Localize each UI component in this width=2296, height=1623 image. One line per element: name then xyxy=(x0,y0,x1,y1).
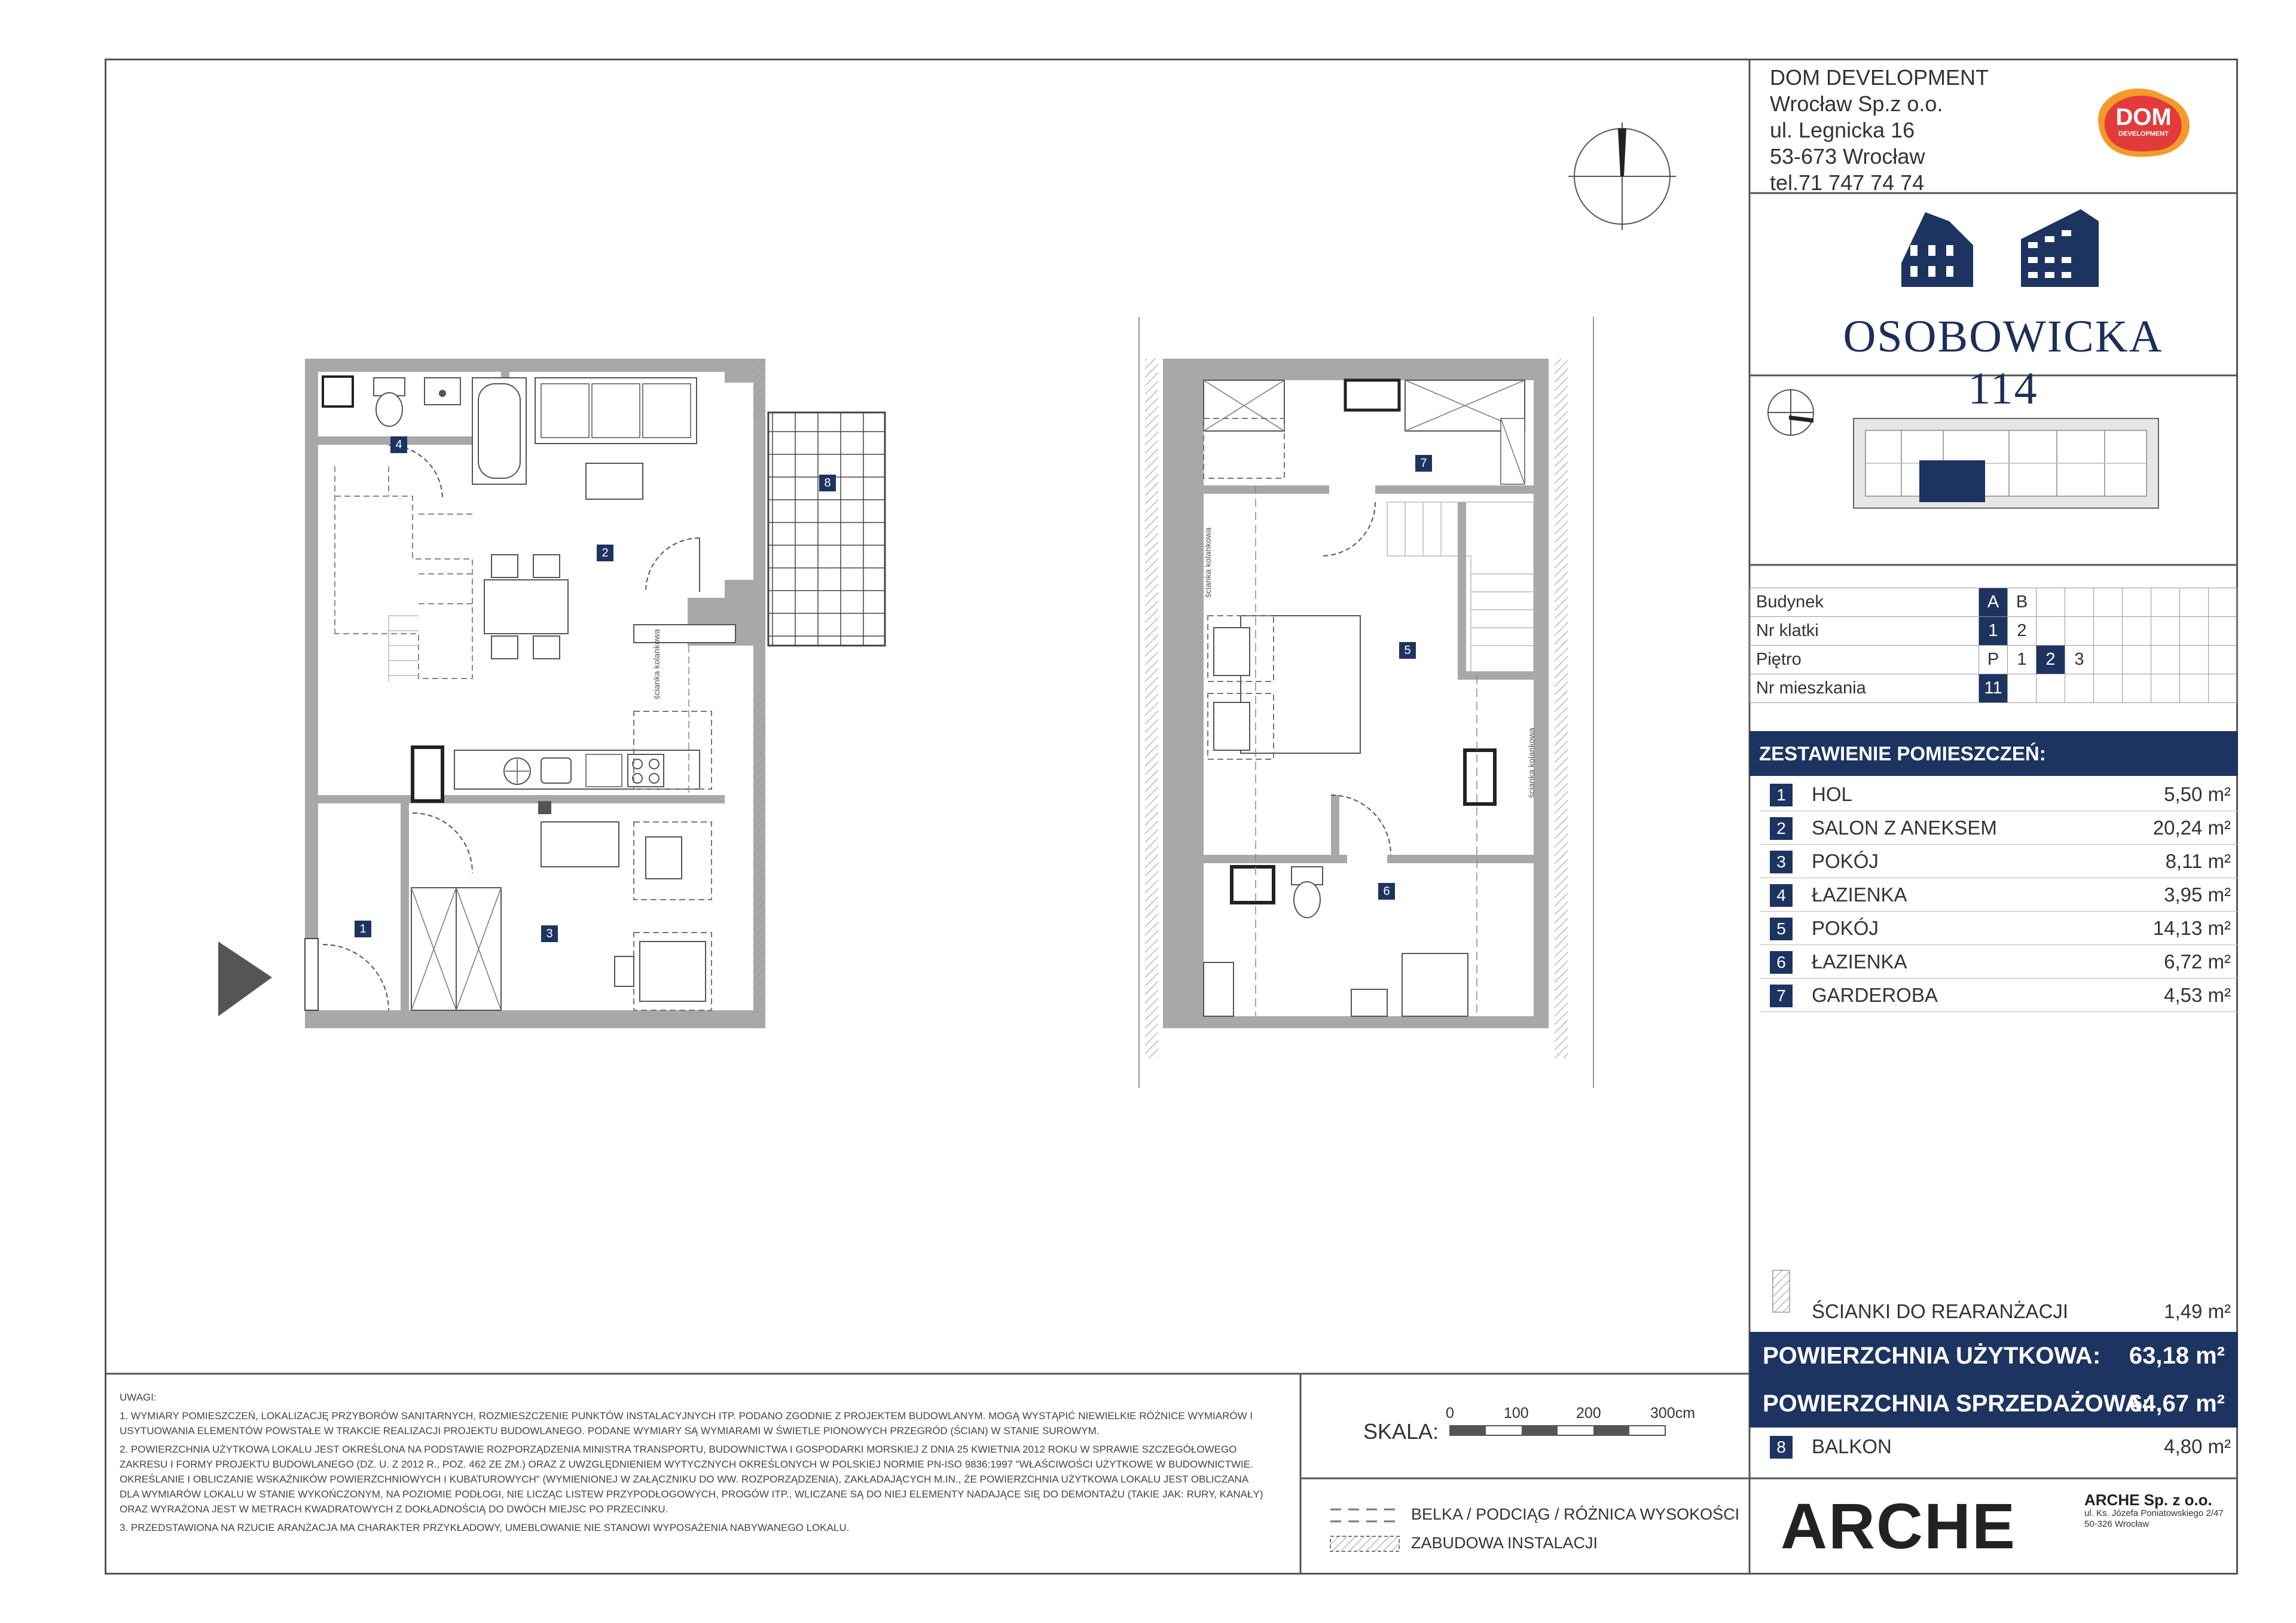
room-tag-6: 6 xyxy=(1378,883,1395,900)
scale-tick: 200 xyxy=(1576,1405,1601,1422)
legend-installation: ZABUDOWA INSTALACJI xyxy=(1411,1534,1598,1552)
dashed-line-icon xyxy=(1330,1509,1399,1521)
room-tag-3: 3 xyxy=(541,925,558,942)
architect-name: ARCHE Sp. z o.o. xyxy=(2084,1491,2212,1509)
room-tag-4: 4 xyxy=(390,436,407,453)
knee-wall-label: ścianka kolankowa xyxy=(1526,728,1536,798)
hatched-box-icon xyxy=(1330,1536,1399,1551)
room-row: 3 POKÓJ 8,11 m² xyxy=(1750,845,2238,878)
grid-row-staircase: Nr klatki 1 2 xyxy=(1750,617,2237,646)
dom-development-logo: DOM DEVELOPMENT xyxy=(2087,84,2200,161)
notes-section: UWAGI: 1. WYMIARY POMIESZCZEŃ, LOKALIZACJĘ PRZYBORÓW SANITARNYCH, ROZMIESZCZENIE PUNKTÓW INSTALACYJNYCH ITP. PODANO ZGODNIE Z PROJEKTEM BUDOWLANYM. MOGĄ WYSTĄPIĆ NIEWIELKIE RÓŻNICE WYMIARÓW I USYTUOWANIA ELEMENTÓW POWSTAŁE W TRAKCIE REALIZACJI PROJEKTU BUDOWLANEGO. PODANE WYMIARY SĄ WYMIARAMI W ŚWIETLE PIONOWYCH PRZEGRÓD (ŚCIAN) W STANIE SUROWYM. 2. POWIERZCHNIA UŻYTKOWA LOKALU JEST OKREŚLONA NA PODSTAWIE ROZPORZĄDZENIA MINISTRA TRANSPORTU, BUDOWNICTWA I GOSPODARKI MORSKIEJ Z DNIA 25 KWIETNIA 2012 ROKU W SPRAWIE SZCZEGÓŁOWEGO ZAKRESU I FORMY PROJEKTU BUDOWLANEGO (DZ. U. Z 2012 R., POZ. 462 ZE ZM.) ORAZ Z UWZGLĘDNIENIEM WYTYCZNYCH OKREŚLONYCH W POLSKIEJ NORMIE PN-ISO 9836:1997 "WŁAŚCIWOŚCI UŻYTKOWE W BUDOWNICTWIE. OKREŚLANIE I OBLICZANIE WSKAŹNIKÓW POWIERZCHNIOWYCH I KUBATUROWYCH" (WYMIENIONEJ W ZAŁĄCZNIKU DO WW. ROZPORZĄDZENIA), ZAKŁADAJĄCYCH M.IN., ŻE POWIERZCHNIA UŻYTKOWA LOKALU JEST OBLICZANA DLA WYMIARÓW LOKALU W STANIE WYKOŃCZONYM, NA POZIOMIE PODŁOGI, NIE LICZĄC LISTEW PRZYPODŁOGOWYCH, PROGÓW ITP., WLICZANE SĄ DO NIEJ ELEMENTY NADAJĄCE SIĘ DO DEMONTAŻU (TAKIE JAK: RURY, KANAŁY) ORAZ WYRAŻONA JEST W METRACH KWADRATOWYCH Z DOKŁADNOŚCIĄ DO DWÓCH MIEJSC PO PRZECINKU. 3. PRZEDSTAWIONA NA RZUCIE ARANŻACJA MA CHARAKTER PRZYKŁADOWY, UMEBLOWANIE NIE STANOWI WYPOSAŻENIA NABYWANEGO LOKALU. xyxy=(120,1392,1263,1533)
room-tag-1: 1 xyxy=(355,921,371,937)
architect-address: ul. Ks. Józefa Poniatowskiego 2/47 50-326 Wrocław xyxy=(2084,1508,2224,1529)
project-title: OSOBOWICKA 114 xyxy=(1843,311,2163,414)
scale-tick: 100 xyxy=(1504,1405,1529,1422)
arche-logo: ARCHE xyxy=(1781,1490,2017,1562)
room-tag-7: 7 xyxy=(1415,455,1432,472)
room-row: 6 ŁAZIENKA 6,72 m² xyxy=(1750,945,2238,979)
room-row: 2 SALON Z ANEKSEM 20,24 m² xyxy=(1750,811,2238,845)
sale-area-total: POWIERZCHNIA SPRZEDAŻOWA: 64,67 m² xyxy=(1750,1380,2238,1428)
scale-bar xyxy=(1450,1426,1665,1435)
knee-wall-label: ścianka kolankowa xyxy=(1203,527,1213,598)
room-tag-8: 8 xyxy=(819,475,836,491)
balcony-row: 8 BALKON 4,80 m² xyxy=(1750,1430,2238,1463)
room-tag-5: 5 xyxy=(1399,642,1416,659)
grid-row-building: Budynek A B xyxy=(1750,588,2237,617)
usable-area-total: POWIERZCHNIA UŻYTKOWA: 63,18 m² xyxy=(1750,1332,2238,1380)
rooms-header: ZESTAWIENIE POMIESZCZEŃ: xyxy=(1750,731,2238,776)
room-row: 1 HOL 5,50 m² xyxy=(1750,778,2238,811)
grid-row-floor: Piętro P 1 2 3 xyxy=(1750,646,2237,674)
developer-address: DOM DEVELOPMENT Wrocław Sp.z o.o. ul. Legnicka 16 53-673 Wrocław tel.71 747 74 74 xyxy=(1770,65,1989,195)
knee-wall-label: ścianka kolankowa xyxy=(652,629,661,699)
scale-tick: 300cm xyxy=(1650,1405,1696,1422)
building-illustration xyxy=(1901,209,2099,287)
scale-tick: 0 xyxy=(1446,1405,1454,1422)
apartment-info-grid xyxy=(1750,588,2237,703)
rearrangement-walls-row: ŚCIANKI DO REARANŻACJI 1,49 m² xyxy=(1812,1300,2231,1322)
compass-icon xyxy=(1568,123,1676,230)
grid-row-apartment-number: Nr mieszkania 11 xyxy=(1750,674,2237,703)
upper-floor-plan xyxy=(1139,317,1593,1088)
scale-label: SKALA: xyxy=(1363,1419,1439,1444)
room-tag-2: 2 xyxy=(597,545,613,561)
room-row: 7 GARDEROBA 4,53 m² xyxy=(1750,979,2238,1012)
legend-beam: BELKA / PODCIĄG / RÓŻNICA WYSOKOŚCI xyxy=(1411,1505,1740,1523)
room-row: 5 POKÓJ 14,13 m² xyxy=(1750,912,2238,945)
room-row: 4 ŁAZIENKA 3,95 m² xyxy=(1750,878,2238,912)
